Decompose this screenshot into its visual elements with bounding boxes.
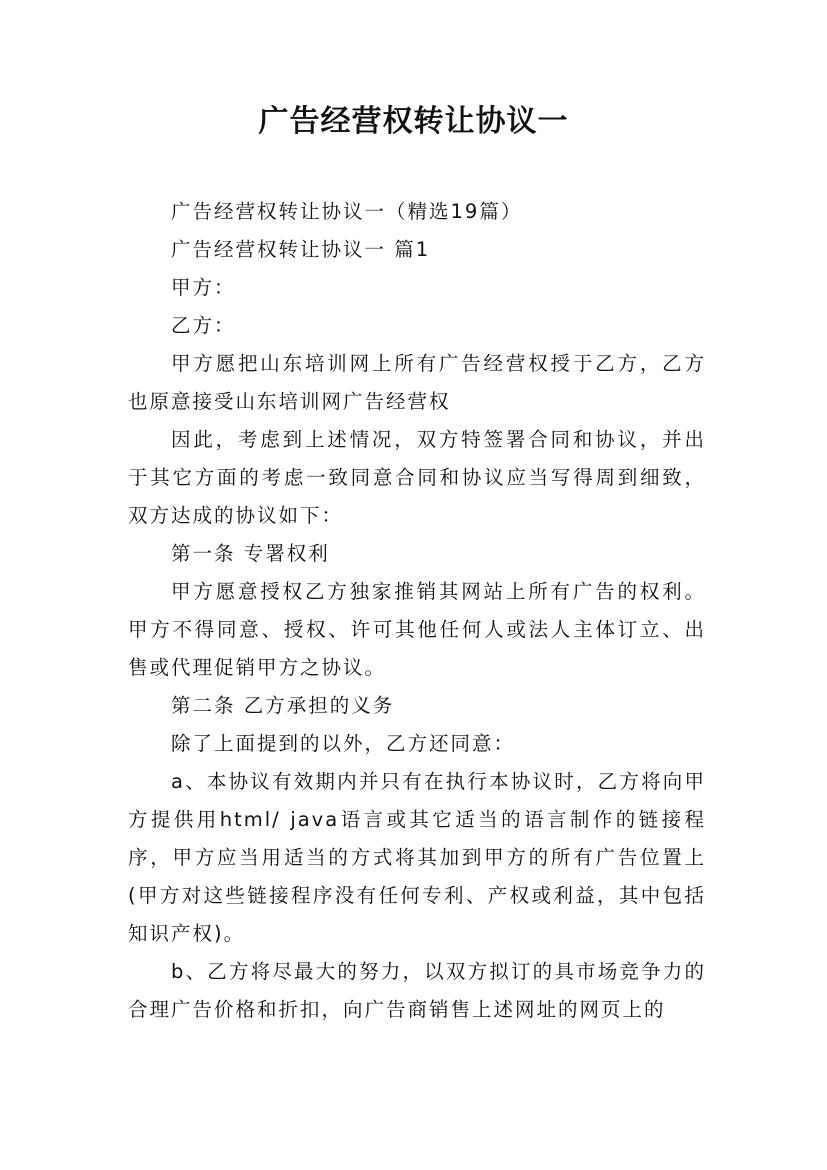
- paragraph-article-1-body: 甲方愿意授权乙方独家推销其网站上所有广告的权利。甲方不得同意、授权、许可其他任何人或法人主体订立、出售或代理促销甲方之协议。: [128, 580, 706, 679]
- paragraph-clause-b: b、乙方将尽最大的努力，以双方拟订的具市场竞争力的合理广告价格和折扣，向广告商销售上述网址的网页上的: [128, 960, 706, 1021]
- document-body: [128, 193, 706, 1029]
- paragraph-recitals: 因此，考虑到上述情况，双方特签署合同和协议，并出于其它方面的考虑一致同意合同和协议应当写得周到细致，双方达成的协议如下：: [128, 428, 706, 527]
- paragraph-article-2-heading: 第二条 乙方承担的义务: [171, 694, 395, 717]
- document-title: 广告经营权转让协议一: [258, 104, 569, 139]
- paragraph-article-1-heading: 第一条 专署权利: [171, 542, 330, 565]
- paragraph-party-b: 乙方：: [171, 314, 236, 337]
- paragraph-party-a: 甲方：: [171, 276, 236, 299]
- paragraph-clause-a: a、本协议有效期内并只有在执行本协议时，乙方将向甲方提供用html/ java语言或其它适当的语言制作的链接程序，甲方应当用适当的方式将其加到甲方的所有广告位置上(甲方对这些链接程序没有任何专利、产权或利益，其中包括知识产权)。: [128, 770, 706, 945]
- paragraph-heading-collection: 广告经营权转让协议一（精选19篇）: [171, 200, 523, 223]
- paragraph-article-2-intro: 除了上面提到的以外，乙方还同意：: [171, 732, 516, 755]
- paragraph-heading-part-1: 广告经营权转让协议一 篇1: [171, 238, 431, 261]
- paragraph-grant: 甲方愿把山东培训网上所有广告经营权授于乙方，乙方也原意接受山东培训网广告经营权: [128, 352, 706, 413]
